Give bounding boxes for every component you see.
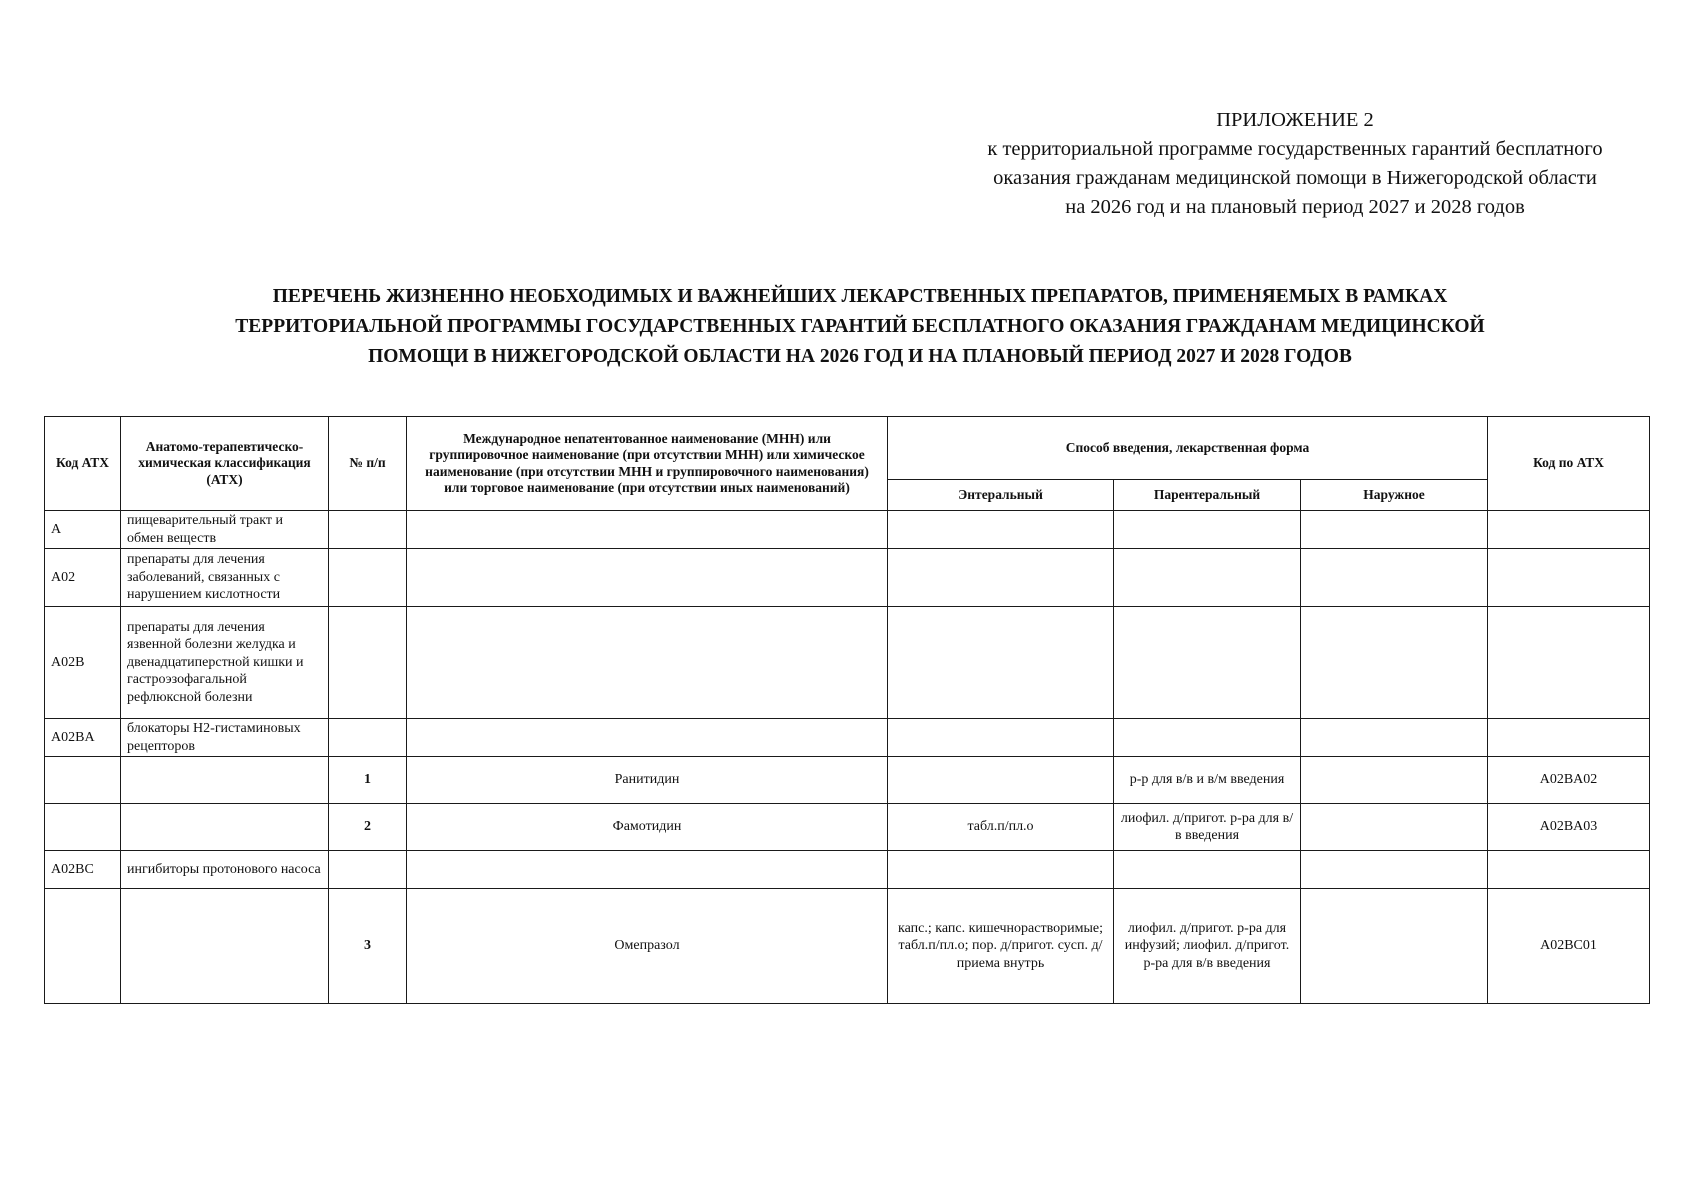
classification-cell — [121, 889, 329, 1004]
appendix-line: к территориальной программе государственных гарантий бесплатного — [987, 138, 1603, 160]
name-cell — [407, 851, 888, 889]
table-row — [45, 607, 1650, 719]
classification-cell: препараты для лечения язвенной болезни желудка и двенадцатиперстной кишки и гастроэзофагальной рефлюксной болезни — [121, 607, 329, 719]
atx-result-cell: A02BA02 — [1488, 757, 1650, 804]
number-cell — [329, 607, 407, 719]
name-cell: Фамотидин — [407, 804, 888, 851]
name-cell: Ранитидин — [407, 757, 888, 804]
header-external: Наружное — [1301, 480, 1488, 511]
external-cell — [1301, 804, 1488, 851]
atx-result-cell — [1488, 851, 1650, 889]
external-cell — [1301, 757, 1488, 804]
classification-cell: блокаторы H2-гистаминовых рецепторов — [121, 719, 329, 757]
atx-code-cell: A02BC — [45, 851, 121, 889]
atx-code-cell — [45, 804, 121, 851]
external-cell — [1301, 851, 1488, 889]
atx-code-cell: A02BA — [45, 719, 121, 757]
enteral-cell: капс.; капс. кишечнорастворимые; табл.п/пл.о; пор. д/пригот. сусп. д/приема внутрь — [888, 889, 1114, 1004]
number-cell: 1 — [329, 757, 407, 804]
classification-cell: ингибиторы протонового насоса — [121, 851, 329, 889]
header-route-group: Способ введения, лекарственная форма — [888, 417, 1488, 480]
external-cell — [1301, 511, 1488, 549]
header-number: № п/п — [329, 417, 407, 511]
enteral-cell — [888, 511, 1114, 549]
table-row — [45, 804, 1650, 851]
enteral-cell — [888, 549, 1114, 607]
external-cell — [1301, 719, 1488, 757]
name-cell — [407, 607, 888, 719]
atx-code-cell: A02B — [45, 607, 121, 719]
external-cell — [1301, 889, 1488, 1004]
table-row — [45, 719, 1650, 757]
table-row — [45, 757, 1650, 804]
enteral-cell: табл.п/пл.о — [888, 804, 1114, 851]
parenteral-cell: лиофил. д/пригот. р-ра для инфузий; лиофил. д/пригот. р-ра для в/в введения — [1114, 889, 1301, 1004]
atx-result-cell: A02BA03 — [1488, 804, 1650, 851]
atx-code-cell — [45, 757, 121, 804]
atx-result-cell — [1488, 549, 1650, 607]
parenteral-cell — [1114, 511, 1301, 549]
atx-code-cell: A — [45, 511, 121, 549]
drug-list-table — [44, 416, 1650, 1004]
header-enteral: Энтеральный — [888, 480, 1114, 511]
atx-result-cell — [1488, 607, 1650, 719]
header-classification: Анатомо-терапевтическо-химическая классификация (АТХ) — [121, 417, 329, 511]
enteral-cell — [888, 607, 1114, 719]
atx-result-cell — [1488, 719, 1650, 757]
name-cell: Омепразол — [407, 889, 888, 1004]
table-row — [45, 549, 1650, 607]
appendix-header — [900, 106, 1690, 222]
parenteral-cell — [1114, 719, 1301, 757]
header-parenteral: Парентеральный — [1114, 480, 1301, 511]
external-cell — [1301, 549, 1488, 607]
name-cell — [407, 549, 888, 607]
enteral-cell — [888, 719, 1114, 757]
external-cell — [1301, 607, 1488, 719]
atx-code-cell: A02 — [45, 549, 121, 607]
enteral-cell — [888, 757, 1114, 804]
table-row — [45, 851, 1650, 889]
header-atx-code: Код по АТХ — [1488, 417, 1650, 511]
appendix-line: оказания гражданам медицинской помощи в Нижегородской области — [993, 167, 1597, 189]
title-line: ПЕРЕЧЕНЬ ЖИЗНЕННО НЕОБХОДИМЫХ И ВАЖНЕЙШИХ ЛЕКАРСТВЕННЫХ ПРЕПАРАТОВ, ПРИМЕНЯЕМЫХ В РАМКАХ — [272, 286, 1448, 307]
header-name: Международное непатентованное наименование (МНН) или группировочное наименование (при отсутствии МНН) или химическое наименование (при отсутствии МНН и группировочного наименования) или торговое наименование (при отсутствии иных наименований) — [407, 417, 888, 511]
atx-code-cell — [45, 889, 121, 1004]
number-cell: 3 — [329, 889, 407, 1004]
number-cell — [329, 511, 407, 549]
number-cell — [329, 549, 407, 607]
document-title — [60, 282, 1660, 372]
classification-cell: пищеварительный тракт и обмен веществ — [121, 511, 329, 549]
table-row — [45, 889, 1650, 1004]
parenteral-cell: лиофил. д/пригот. р-ра для в/в введения — [1114, 804, 1301, 851]
header-code-atx: Код АТХ — [45, 417, 121, 511]
enteral-cell — [888, 851, 1114, 889]
parenteral-cell — [1114, 607, 1301, 719]
name-cell — [407, 511, 888, 549]
classification-cell: препараты для лечения заболеваний, связанных с нарушением кислотности — [121, 549, 329, 607]
appendix-line: ПРИЛОЖЕНИЕ 2 — [1216, 109, 1374, 131]
classification-cell — [121, 757, 329, 804]
number-cell: 2 — [329, 804, 407, 851]
parenteral-cell — [1114, 549, 1301, 607]
atx-result-cell — [1488, 511, 1650, 549]
table-header — [45, 417, 1650, 511]
appendix-line: на 2026 год и на плановый период 2027 и 2028 годов — [1065, 196, 1525, 218]
name-cell — [407, 719, 888, 757]
parenteral-cell — [1114, 851, 1301, 889]
number-cell — [329, 719, 407, 757]
table-body — [45, 511, 1650, 1004]
title-line: ТЕРРИТОРИАЛЬНОЙ ПРОГРАММЫ ГОСУДАРСТВЕННЫХ ГАРАНТИЙ БЕСПЛАТНОГО ОКАЗАНИЯ ГРАЖДАНАМ МЕДИЦИНСКОЙ — [235, 316, 1485, 337]
atx-result-cell: A02BC01 — [1488, 889, 1650, 1004]
title-line: ПОМОЩИ В НИЖЕГОРОДСКОЙ ОБЛАСТИ НА 2026 ГОД И НА ПЛАНОВЫЙ ПЕРИОД 2027 И 2028 ГОДОВ — [368, 346, 1352, 367]
number-cell — [329, 851, 407, 889]
parenteral-cell: р-р для в/в и в/м введения — [1114, 757, 1301, 804]
classification-cell — [121, 804, 329, 851]
table-row — [45, 511, 1650, 549]
